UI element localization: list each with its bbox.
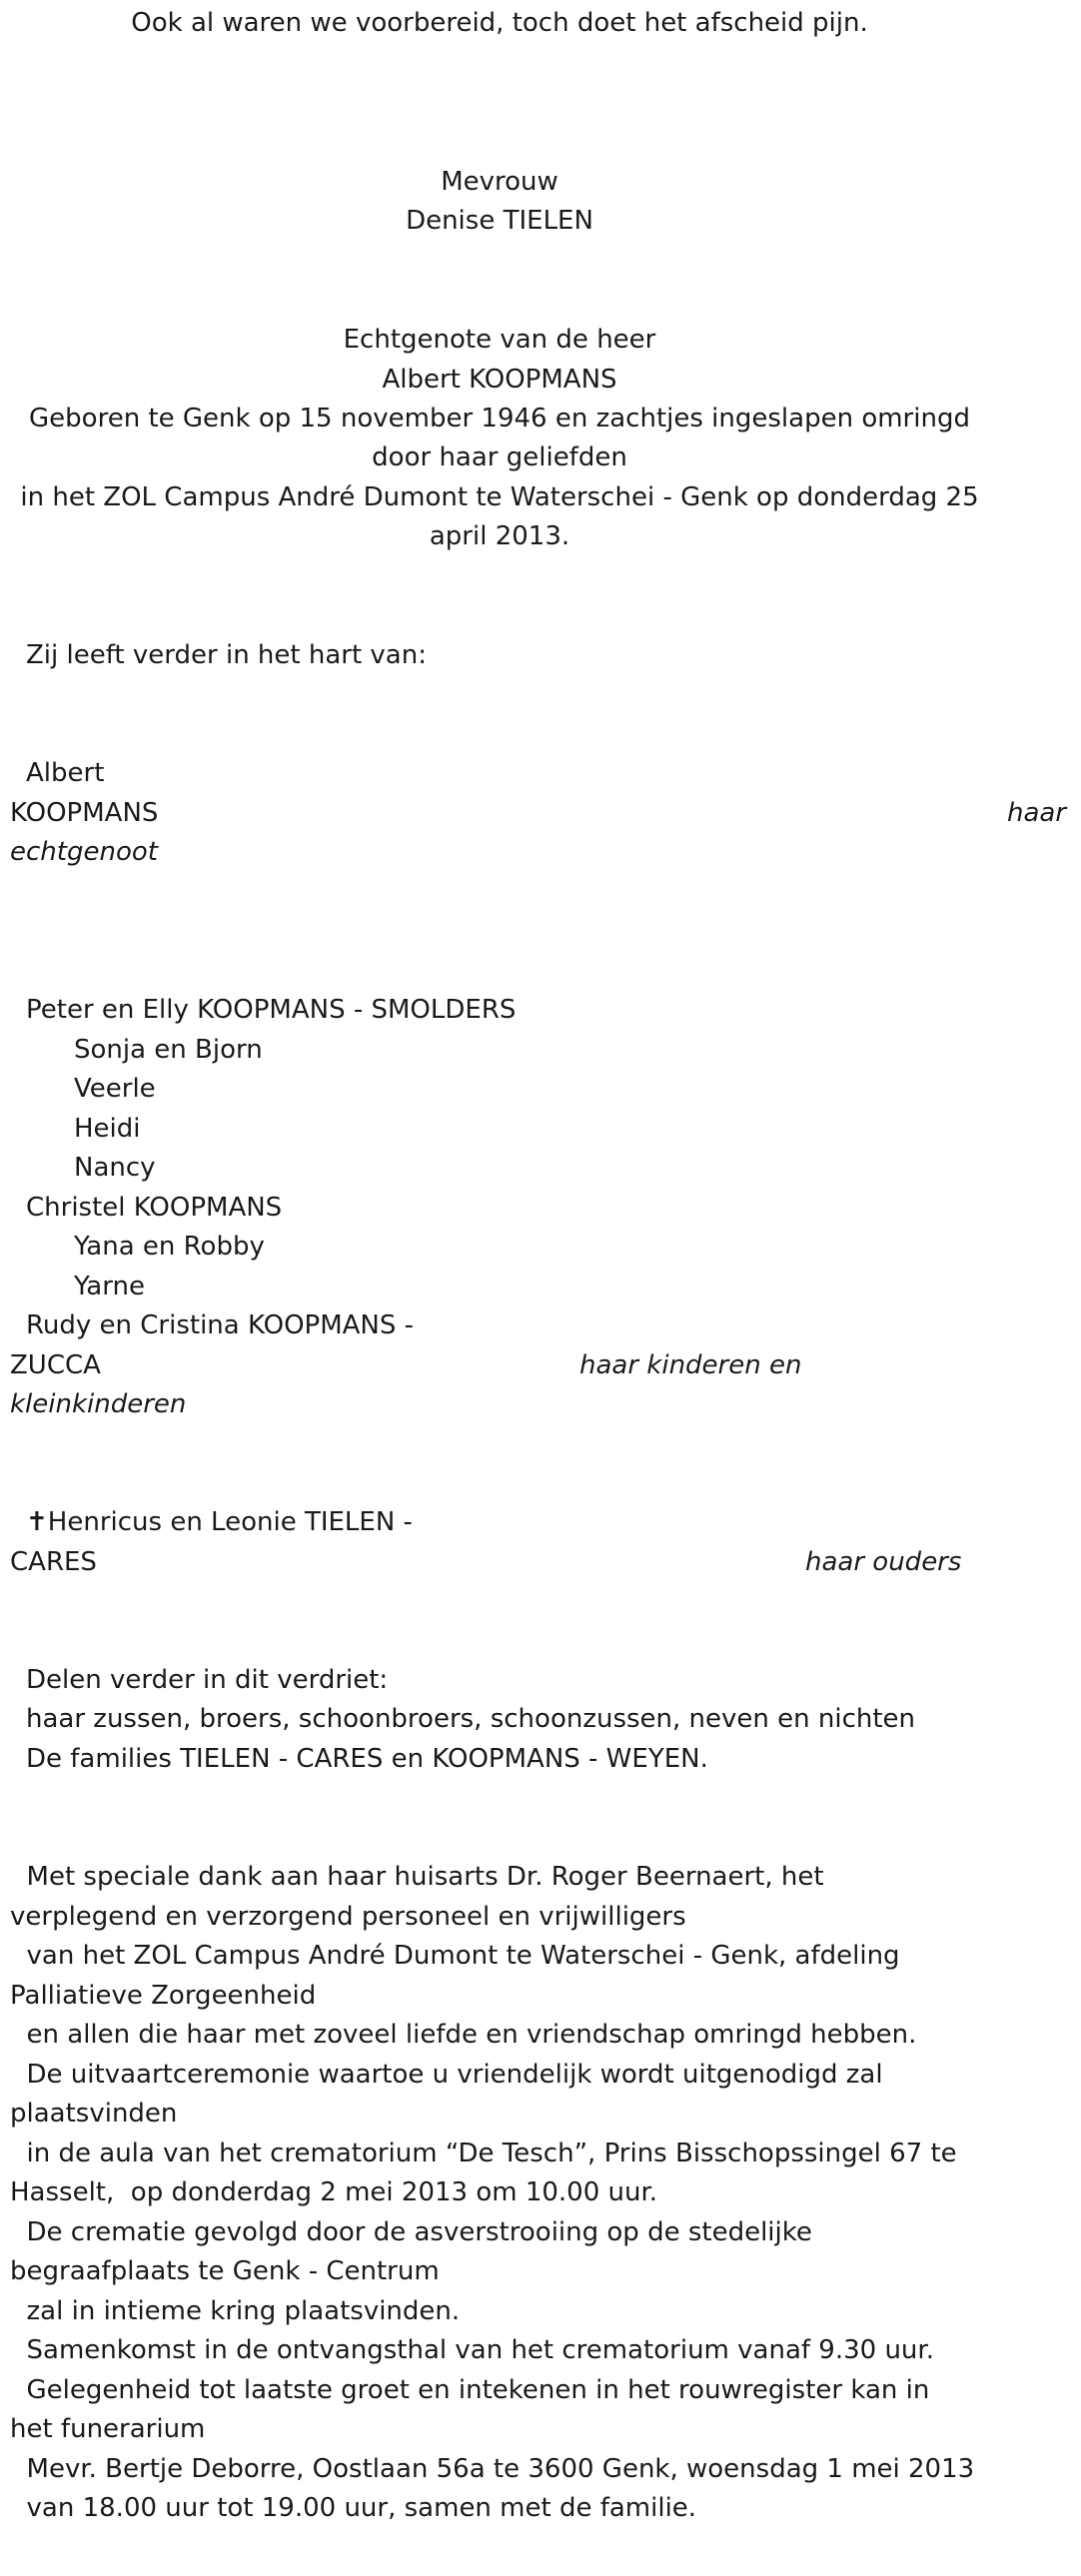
thanks-line: Samenkomst in de ontvangsthal van het crematorium vanaf 9.30 uur.: [10, 2335, 934, 2365]
parents-relation: haar ouders: [805, 1547, 962, 1577]
date-end-line: april 2013.: [429, 521, 570, 551]
thanks-line: plaatsvinden: [10, 2099, 178, 2129]
thanks-line: van het ZOL Campus André Dumont te Waterschei - Genk, afdeling: [10, 1941, 900, 1971]
thanks-line: Gelegenheid tot laatste groet en intekenen in het rouwregister kan in: [10, 2375, 930, 2405]
grandchild-line: Heidi: [74, 1114, 141, 1144]
children-relation: haar kinderen en: [579, 1350, 802, 1380]
thanks-line: zal in intieme kring plaatsvinden.: [10, 2296, 461, 2326]
parents-names: Henricus en Leonie TIELEN -: [47, 1507, 413, 1537]
thanks-line: De crematie gevolgd door de asverstrooiing op de stedelijke: [10, 2217, 812, 2247]
grandchild-line: Nancy: [74, 1153, 156, 1183]
place-line: in het ZOL Campus André Dumont te Waterschei - Genk op donderdag 25: [20, 482, 979, 512]
grandchild-line: Sonja en Bjorn: [74, 1035, 263, 1065]
parents-line: [26, 1507, 413, 1538]
grandchild-line: Yarne: [74, 1272, 145, 1301]
lives-on-heading: Zij leeft verder in het hart van:: [26, 640, 427, 670]
spouse-line: Echtgenote van de heer: [343, 325, 656, 355]
spouse-last-name: KOOPMANS: [10, 798, 159, 828]
spouse-name: Albert KOOPMANS: [382, 365, 617, 395]
thanks-line: Hasselt, op donderdag 2 mei 2013 om 10.00 uur.: [10, 2177, 658, 2207]
child-line: Peter en Elly KOOPMANS - SMOLDERS: [26, 995, 517, 1025]
share-line: Delen verder in dit verdriet:: [26, 1665, 389, 1695]
thanks-line: het funerarium: [10, 2414, 206, 2444]
thanks-line: verplegend en verzorgend personeel en vrijwilligers: [10, 1902, 686, 1932]
child-line: Rudy en Cristina KOOPMANS -: [26, 1310, 415, 1340]
thanks-line: begraafplaats te Genk - Centrum: [10, 2256, 440, 2286]
grandchild-line: Yana en Robby: [74, 1232, 265, 1262]
deceased-name: Denise TIELEN: [406, 206, 593, 236]
spouse-relation-cont: echtgenoot: [10, 837, 158, 867]
children-relation-cont: kleinkinderen: [10, 1389, 187, 1419]
thanks-line: Met speciale dank aan haar huisarts Dr. Roger Beernaert, het: [10, 1862, 824, 1892]
salutation: Mevrouw: [441, 167, 558, 197]
thanks-line: van 18.00 uur tot 19.00 uur, samen met de familie.: [10, 2493, 697, 2523]
thanks-line: De uitvaartceremonie waartoe u vriendelijk wordt uitgenodigd zal: [10, 2060, 883, 2090]
thanks-line: en allen die haar met zoveel liefde en vriendschap omringd hebben.: [10, 2020, 917, 2050]
spouse-first-name: Albert: [26, 758, 105, 788]
motto: Ook al waren we voorbereid, toch doet het afscheid pijn.: [131, 8, 868, 38]
thanks-line: Mevr. Bertje Deborre, Oostlaan 56a te 3600 Genk, woensdag 1 mei 2013: [10, 2454, 975, 2484]
thanks-line: Palliatieve Zorgeenheid: [10, 1981, 317, 2011]
share-line: De families TIELEN - CARES en KOOPMANS - WEYEN.: [26, 1744, 708, 1774]
loved-ones-line: door haar geliefden: [372, 442, 627, 472]
born-line: Geboren te Genk op 15 november 1946 en zachtjes ingeslapen omringd: [29, 404, 970, 433]
thanks-line: in de aula van het crematorium “De Tesch”, Prins Bisschopssingel 67 te: [10, 2139, 957, 2168]
parents-line-tail: CARES: [10, 1547, 97, 1577]
spouse-relation: haar: [1007, 798, 1067, 828]
child-line: Christel KOOPMANS: [26, 1193, 283, 1223]
child-line-tail: ZUCCA: [10, 1350, 101, 1380]
grandchild-line: Veerle: [74, 1074, 156, 1104]
cross-icon: ✝: [26, 1507, 48, 1537]
share-line: haar zussen, broers, schoonbroers, schoonzussen, neven en nichten: [26, 1704, 916, 1734]
